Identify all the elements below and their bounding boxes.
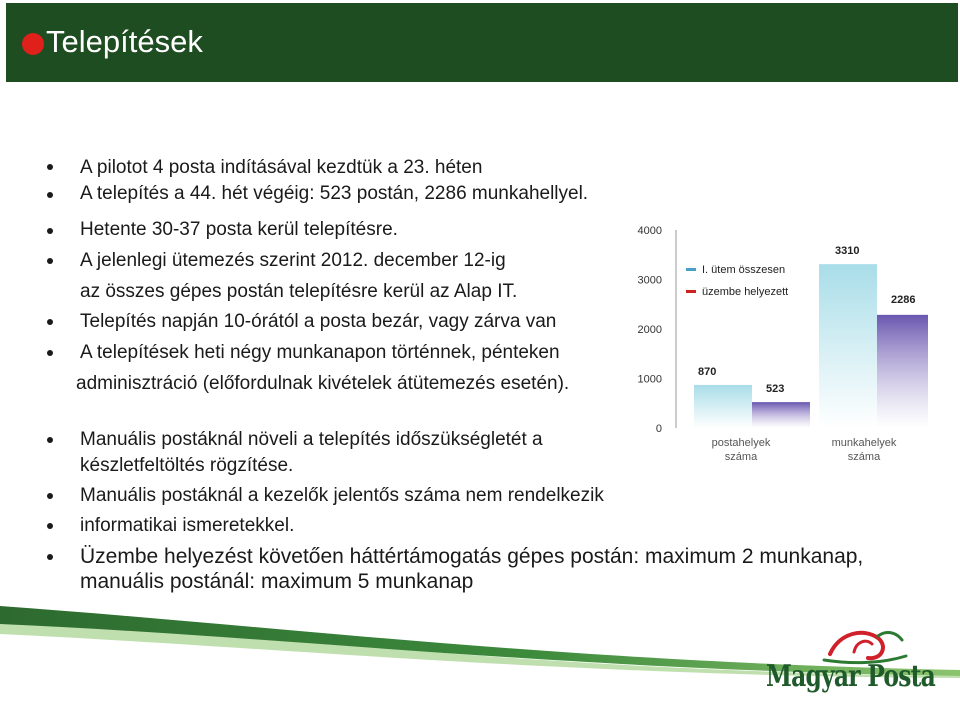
bullet-text: Hetente 30-37 posta kerül telepítésre. — [80, 219, 398, 240]
bar — [877, 315, 928, 428]
bullet-icon — [47, 164, 53, 170]
title-bullet-icon — [22, 33, 44, 55]
bullet-icon — [47, 437, 53, 443]
data-label: 870 — [698, 365, 717, 378]
bullet-icon — [47, 258, 53, 264]
bullet-text-continued: adminisztráció (előfordulnak kivételek átütemezés esetén). — [76, 373, 570, 394]
bullet-text: A jelenlegi ütemezés szerint 2012. december 12-ig — [80, 250, 506, 271]
bar — [752, 402, 810, 428]
bullet-text-continued: manuális postánál: maximum 5 munkanap — [80, 570, 474, 593]
legend-swatch — [686, 268, 696, 271]
legend-label: üzembe helyezett — [702, 286, 789, 298]
bar — [819, 264, 877, 428]
bullet-text: Manuális postáknál a kezelők jelentős száma nem rendelkezik — [80, 485, 604, 506]
y-tick-label: 2000 — [637, 324, 662, 336]
y-tick-label: 4000 — [637, 225, 662, 237]
bullet-text: A telepítés a 44. hét végéig: 523 postán, 2286 munkahellyel. — [80, 183, 589, 204]
x-category-label: postahelyek — [711, 437, 771, 449]
y-tick-label: 1000 — [637, 373, 662, 386]
x-category-label: száma — [724, 451, 758, 463]
y-tick-label: 0 — [655, 423, 662, 435]
title-bar — [6, 3, 958, 82]
brand-logo-text: Magyar Posta — [766, 659, 936, 694]
bullet-text-continued: az összes gépes postán telepítésre kerül az Alap IT. — [80, 281, 518, 302]
bullet-icon — [47, 228, 53, 234]
bullet-text: informatikai ismeretekkel. — [80, 515, 295, 536]
bullet-text: Telepítés napján 10-órától a posta bezár, vagy zárva van — [80, 311, 557, 332]
data-label: 2286 — [891, 293, 916, 306]
legend-swatch — [686, 290, 696, 293]
y-tick-label: 3000 — [637, 274, 662, 287]
bar-chart — [628, 220, 928, 470]
bullet-icon — [47, 350, 53, 356]
bullet-icon — [47, 493, 53, 499]
bullet-text-continued: készletfeltöltés rögzítése. — [80, 455, 294, 476]
legend-label: I. ütem összesen — [702, 264, 786, 276]
bullet-text: Manuális postáknál növeli a telepítés időszükségletét a — [80, 429, 543, 450]
bullet-icon — [47, 554, 53, 560]
bullet-icon — [47, 319, 53, 325]
bullet-text: Üzembe helyezést követően háttértámogatás gépes postán: maximum 2 munkanap, — [80, 545, 864, 568]
bullet-text: A pilotot 4 posta indításával kezdtük a 23. héten — [80, 157, 483, 178]
x-category-label: munkahelyek — [831, 437, 897, 449]
data-label: 3310 — [835, 245, 860, 258]
x-category-label: száma — [847, 451, 881, 463]
bullet-icon — [47, 192, 53, 198]
bar — [694, 385, 752, 428]
bullet-text: A telepítések heti négy munkanapon történnek, pénteken — [80, 342, 560, 363]
bullet-icon — [47, 523, 53, 529]
page-title: Telepítések — [46, 24, 203, 59]
data-label: 523 — [766, 383, 785, 396]
